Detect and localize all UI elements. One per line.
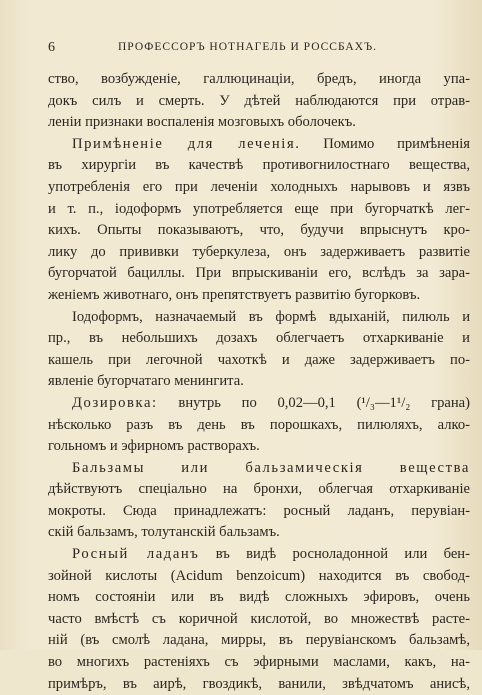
line-text: Іодоформъ, назначаемый въ формѣ вдыханій, пилюль и	[72, 308, 470, 325]
text-line	[48, 501, 470, 523]
text-line	[48, 242, 470, 264]
line-text: женіемъ животнаго, онъ препятствуетъ развитію бугорковъ.	[48, 286, 421, 303]
text-line	[48, 566, 470, 588]
spaced-heading: Росный ладанъ	[72, 546, 200, 563]
paragraph	[48, 544, 470, 695]
text-line	[48, 371, 470, 393]
line-text: докъ силъ и смерть. У дѣтей наблюдаются при отрав-	[48, 92, 470, 109]
body-text	[48, 69, 470, 695]
text-line	[48, 112, 470, 134]
text-line	[48, 307, 470, 329]
text-line	[48, 609, 470, 631]
text-line	[48, 177, 470, 199]
line-text: мокроты. Сюда принадлежатъ: росный ладанъ, перувіан-	[48, 502, 470, 519]
paragraph	[48, 393, 470, 458]
text-line	[48, 674, 470, 695]
paragraph	[48, 69, 470, 134]
line-text: бугорчатой бациллы. При впрыскиваніи его, вслѣдъ за зара-	[48, 265, 470, 282]
text-line	[48, 544, 470, 566]
line-text: употребленія его при леченіи холодныхъ нарывовъ и язвъ	[48, 178, 470, 195]
line-text: номъ состояніи или въ видѣ сложныхъ эфировъ, очень	[48, 589, 470, 606]
line-text: гольномъ и эфирномъ растворахъ.	[48, 438, 260, 455]
spaced-heading: Бальзамы или бальзамическія вещества	[72, 459, 470, 476]
line-text: и т. п., іодоформъ употребляется еще при бугорчаткѣ лег-	[48, 200, 470, 217]
line-text: кашель при легочной чахоткѣ и даже задерживаетъ по-	[48, 351, 470, 368]
line-text: лику до прививки туберкулеза, онъ задерживаетъ развитіе	[48, 243, 470, 260]
line-text: въ хирургіи въ качествѣ противогнилостнаго вещества,	[48, 157, 470, 174]
line-text: леніи признаки воспаленія мозговыхъ оболочекъ.	[48, 114, 356, 131]
spaced-heading: Примѣненіе для леченія.	[72, 135, 301, 152]
text-line	[48, 630, 470, 652]
text-line	[48, 458, 470, 480]
text-line	[48, 220, 470, 242]
paragraph	[48, 134, 470, 307]
line-text: зойной кислоты (Acidum benzoicum) находится въ свобод-	[48, 567, 470, 584]
text-line	[48, 155, 470, 177]
text-line	[48, 199, 470, 221]
text-line	[48, 350, 470, 372]
text-line	[48, 263, 470, 285]
paragraph	[48, 307, 470, 393]
line-text: скій бальзамъ, толутанскій бальзамъ.	[48, 524, 280, 541]
line-text: ство, возбужденіе, галлюцинаціи, бредъ, иногда упа-	[48, 71, 470, 87]
text-line	[48, 134, 470, 156]
text-line	[48, 91, 470, 113]
line-text: пр., въ небольшихъ дозахъ облегчаетъ отхаркиваніе и	[48, 330, 470, 347]
text-line	[48, 393, 470, 415]
text-line	[48, 652, 470, 674]
line-text: нѣсколько разъ въ день въ порошкахъ, пилюляхъ, алко-	[48, 416, 470, 433]
line-text: въ видѣ росноладонной или бен-	[199, 546, 470, 563]
line-text: явленіе бугорчатаго менингита.	[48, 373, 244, 390]
line-text: ній (въ смолѣ ладана, мирры, въ перувіанскомъ бальзамѣ,	[48, 632, 470, 649]
text-line	[48, 522, 470, 544]
line-text: кихъ. Опыты показываютъ, что, будучи впрыснутъ кро-	[48, 222, 470, 239]
line-text: дѣйствуютъ спеціально на бронхи, облегчая отхаркиваніе	[48, 481, 470, 498]
line-text: примѣръ, въ аирѣ, гвоздикѣ, ванили, звѣдчатомъ анисѣ,	[48, 675, 470, 692]
text-line	[48, 436, 470, 458]
line-text: во многихъ растеніяхъ съ эфирными маслами, какъ, на-	[48, 654, 470, 671]
text-line	[48, 69, 470, 91]
page-number: 6	[48, 40, 56, 55]
text-line	[48, 479, 470, 501]
line-text: часто вмѣстѣ съ коричной кислотой, во множествѣ расте-	[48, 610, 470, 627]
text-line	[48, 587, 470, 609]
page-header	[48, 40, 442, 58]
line-text: внутрь по 0,02—0,1 (¹/₃—1¹/₂ грана)	[157, 394, 470, 411]
paragraph	[48, 458, 470, 544]
running-head: ПРОФЕССОРЪ НОТНАГЕЛЬ И РОССБАХЪ.	[118, 41, 378, 53]
text-line	[48, 285, 470, 307]
text-line	[48, 415, 470, 437]
text-line	[48, 328, 470, 350]
spaced-heading: Дозировка:	[72, 394, 158, 411]
line-text: Помимо примѣненія	[300, 135, 470, 152]
